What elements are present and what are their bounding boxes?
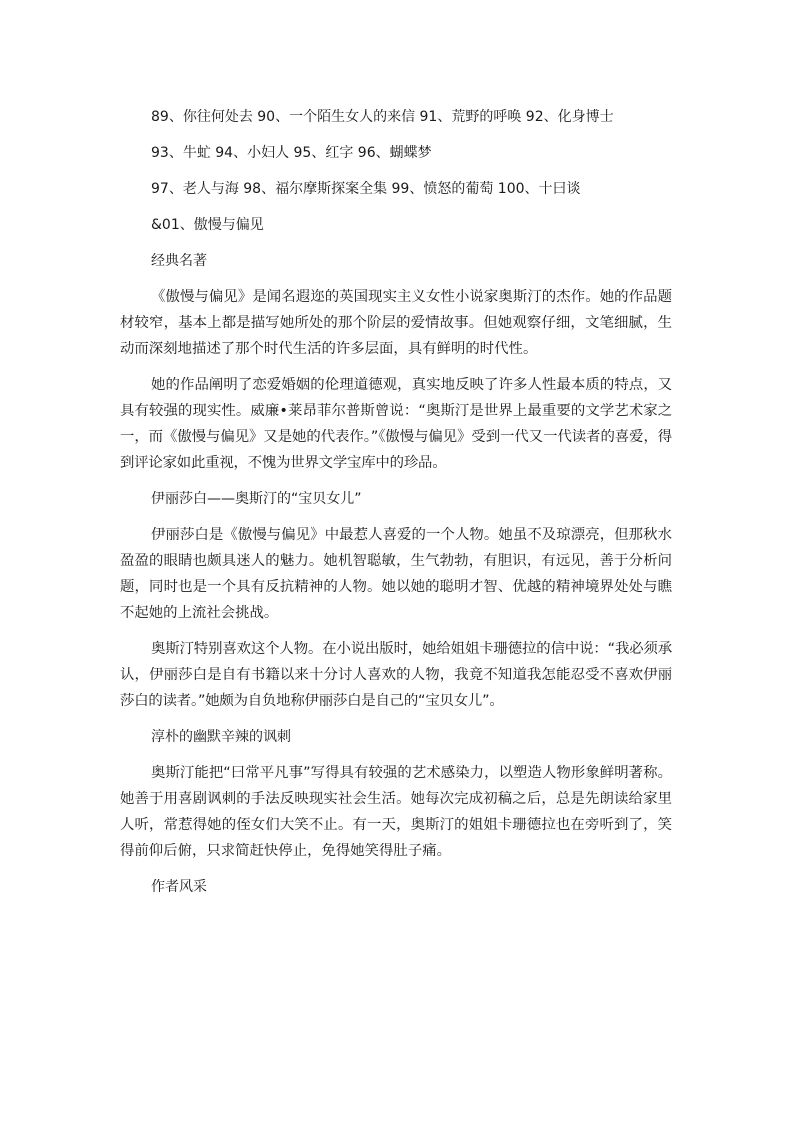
paragraph-humor: 奥斯汀能把“曰常平凡事”写得具有较强的艺术感染力，以塑造人物形象鲜明著称。她善于用喜剧讽刺的手法反映现实社会生活。她每次完成初稿之后，总是先朗读给家里人听，常惹得她的侄女们大笑不止。有一天，奥斯汀的姐姐卡珊德拉也在旁听到了，笑得前仰后俯，只求简赶快停止，免得她笑得肚子痛。 — [120, 765, 672, 859]
book-list-line-4: &01、傲慢与偏见 — [151, 217, 264, 233]
paragraph-favorite: 奥斯汀特别喜欢这个人物。在小说出版时，她给姐姐卡珊德拉的信中说：“我必须承认，伊丽莎白是自有书籍以来十分讨人喜欢的人物，我竟不知道我怎能忍受不喜欢伊丽莎白的读者。”她颇为自负地称伊丽莎白是自己的“宝贝女儿”。 — [120, 641, 672, 709]
section-heading-classic: 经典名著 — [151, 253, 207, 269]
section-heading-author: 作者风采 — [151, 879, 207, 895]
book-list-line-2: 93、牛虻 94、小妇人 95、红字 96、蝴蝶梦 — [151, 145, 432, 161]
paragraph-ethics: 她的作品阐明了恋爱婚姻的伦理道德观，真实地反映了许多人性最本质的特点，又具有较强的现实性。威廉•莱昂菲尔普斯曾说：“奥斯汀是世界上最重要的文学艺术家之一，而《傲慢与偏见》又是她的代表作。”《傲慢与偏见》受到一代又一代读者的喜爱，得到评论家如此重视，不愧为世界文学宝库中的珍品。 — [120, 377, 672, 471]
section-heading-elizabeth: 伊丽莎白——奥斯汀的“宝贝女儿” — [151, 491, 362, 507]
book-list-line-3: 97、老人与海 98、福尔摩斯探案全集 99、愤怒的葡萄 100、十曰谈 — [151, 181, 581, 197]
paragraph-intro: 《傲慢与偏见》是闻名遐迩的英国现实主义女性小说家奥斯汀的杰作。她的作品题材较窄，基本上都是描写她所处的那个阶层的爱情故事。但她观察仔细，文笔细腻，生动而深刻地描述了那个时代生活的许多层面，具有鲜明的时代性。 — [120, 289, 672, 357]
book-list-line-1: 89、你往何处去 90、一个陌生女人的来信 91、荒野的呼唤 92、化身博士 — [151, 109, 614, 125]
document-body — [120, 104, 672, 910]
paragraph-elizabeth: 伊丽莎白是《傲慢与偏见》中最惹人喜爱的一个人物。她虽不及琼漂亮，但那秋水盈盈的眼睛也颇具迷人的魅力。她机智聪敏，生气勃勃，有胆识，有远见，善于分析问题，同时也是一个具有反抗精神的人物。她以她的聪明才智、优越的精神境界处处与瞧不起她的上流社会挑战。 — [120, 527, 672, 621]
section-heading-humor: 淳朴的幽默辛辣的讽刺 — [151, 729, 291, 745]
